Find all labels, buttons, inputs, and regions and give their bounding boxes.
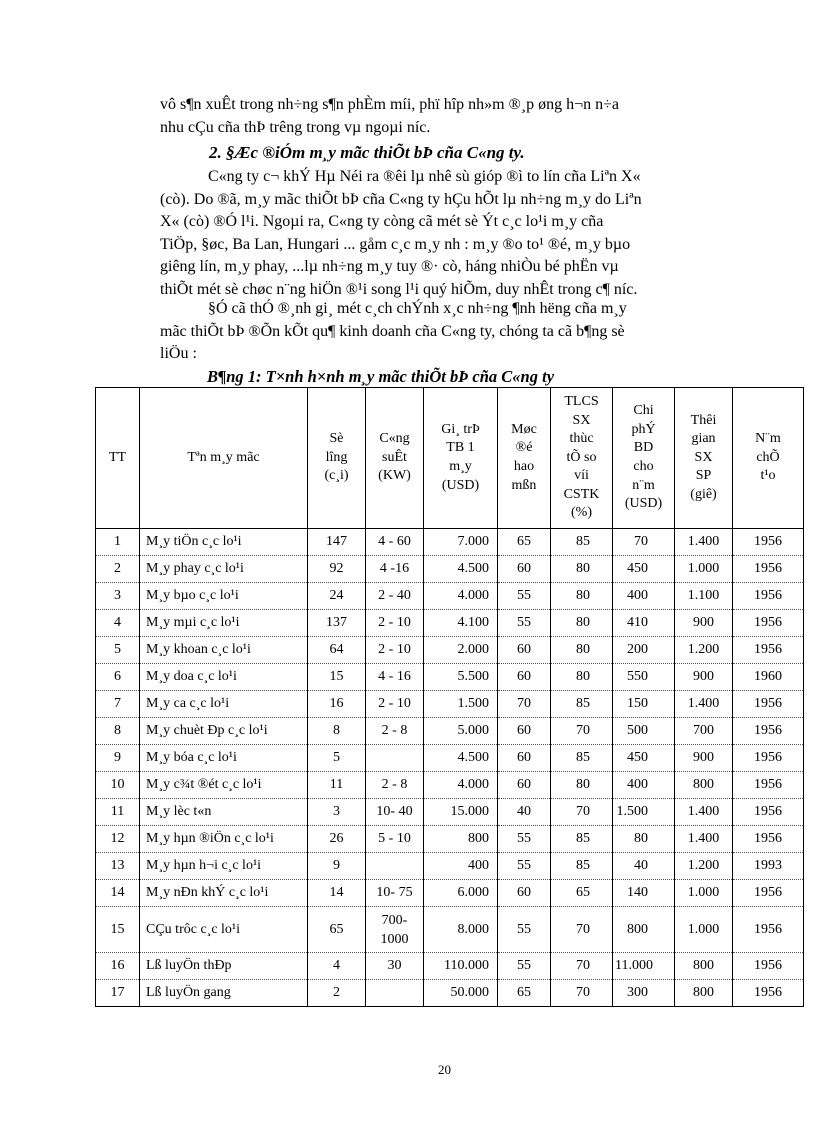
cell-wear: 60 (498, 772, 551, 799)
cell-qty: 11 (308, 772, 366, 799)
cell-year: 1956 (733, 880, 804, 907)
cell-wear: 55 (498, 610, 551, 637)
cell-qty: 147 (308, 529, 366, 556)
cell-power: 4 -16 (366, 556, 424, 583)
cell-tt: 9 (96, 745, 140, 772)
cell-ratio: 85 (551, 826, 613, 853)
cell-qty: 14 (308, 880, 366, 907)
cell-hours: 1.200 (675, 853, 733, 880)
paragraph-1 (160, 94, 752, 139)
cell-year: 1956 (733, 610, 804, 637)
cell-qty: 8 (308, 718, 366, 745)
cell-year: 1956 (733, 799, 804, 826)
column-header-line: Tªn m¸y mãc (187, 449, 260, 465)
cell-tt: 3 (96, 583, 140, 610)
cell-hours: 700 (675, 718, 733, 745)
cell-wear: 55 (498, 853, 551, 880)
cell-tt: 1 (96, 529, 140, 556)
column-header-line: CSTK (563, 486, 600, 502)
cell-ratio: 85 (551, 529, 613, 556)
table-row (96, 826, 804, 853)
cell-name: M¸y c¾t ®ét c¸c lo¹i (140, 772, 308, 799)
cell-wear: 60 (498, 880, 551, 907)
cell-tt: 16 (96, 953, 140, 980)
cell-ratio: 85 (551, 853, 613, 880)
cell-value: 110.000 (424, 953, 498, 980)
cell-value: 1.500 (424, 691, 498, 718)
cell-tt: 8 (96, 718, 140, 745)
cell-wear: 60 (498, 637, 551, 664)
column-header-line: C«ng (379, 431, 410, 447)
column-header-line: m¸y (449, 459, 472, 474)
cell-line: 700- (381, 912, 408, 928)
column-header-line: ®é (515, 440, 533, 456)
cell-qty: 26 (308, 826, 366, 853)
cell-value: 4.100 (424, 610, 498, 637)
cell-power: 2 - 8 (366, 772, 424, 799)
cell-ratio: 70 (551, 718, 613, 745)
table-row (96, 745, 804, 772)
cell-tt: 14 (96, 880, 140, 907)
cell-qty: 65 (308, 907, 366, 953)
cell-wear: 60 (498, 664, 551, 691)
column-header-line: TLCS (564, 393, 599, 409)
cell-hours: 1.400 (675, 529, 733, 556)
cell-hours: 1.200 (675, 637, 733, 664)
cell-tt: 12 (96, 826, 140, 853)
cell-year: 1956 (733, 691, 804, 718)
cell-name: M¸y bµo c¸c lo¹i (140, 583, 308, 610)
cell-line: 1000 (380, 931, 409, 947)
cell-hours: 900 (675, 745, 733, 772)
column-header-line: Sè (329, 431, 344, 447)
column-header-line: (KW) (378, 468, 411, 484)
table-row (96, 772, 804, 799)
cell-cost: 70 (613, 529, 675, 556)
cell-power: 30 (366, 953, 424, 980)
column-header (613, 388, 675, 529)
section-heading: 2. §Æc ®iÓm m¸y mãc thiÕt bÞ cña C«ng ty. (209, 143, 525, 162)
cell-hours: 1.000 (675, 907, 733, 953)
column-header-line: SX (572, 412, 591, 428)
cell-wear: 55 (498, 826, 551, 853)
cell-power (366, 980, 424, 1007)
cell-tt: 17 (96, 980, 140, 1007)
cell-name: M¸y mµi c¸c lo¹i (140, 610, 308, 637)
table-row (96, 953, 804, 980)
text-line: mãc thiÕt bÞ ®Õn kÕt qu¶ kinh doanh cña C«ng ty, chóng ta cã b¶ng sè (160, 322, 625, 340)
cell-hours: 800 (675, 980, 733, 1007)
cell-ratio: 80 (551, 556, 613, 583)
cell-wear: 40 (498, 799, 551, 826)
cell-power: 2 - 40 (366, 583, 424, 610)
column-header-line: TB 1 (446, 440, 475, 456)
table-row (96, 718, 804, 745)
column-header (551, 388, 613, 529)
cell-value: 15.000 (424, 799, 498, 826)
cell-wear: 65 (498, 529, 551, 556)
column-header-line: phÝ (631, 421, 656, 437)
table-header-row (96, 388, 804, 529)
cell-wear: 55 (498, 953, 551, 980)
paragraph-3 (160, 298, 752, 366)
column-header (675, 388, 733, 529)
cell-ratio: 80 (551, 772, 613, 799)
column-header-line: Møc (511, 421, 537, 437)
cell-year: 1956 (733, 772, 804, 799)
column-header-line: (USD) (624, 496, 663, 512)
column-header-line: BD (633, 440, 654, 456)
cell-power: 5 - 10 (366, 826, 424, 853)
cell-value: 4.500 (424, 745, 498, 772)
column-header-line: t¹o (760, 468, 776, 484)
cell-value: 400 (424, 853, 498, 880)
text-line: liÖu : (160, 345, 197, 362)
cell-cost: 800 (613, 907, 675, 953)
column-header-line: (giê) (690, 486, 717, 502)
cell-ratio: 85 (551, 745, 613, 772)
cell-ratio: 65 (551, 880, 613, 907)
cell-name: Lß luyÖn gang (140, 980, 308, 1007)
cell-power (366, 907, 424, 953)
cell-year: 1956 (733, 556, 804, 583)
column-header (140, 388, 308, 529)
cell-year: 1956 (733, 529, 804, 556)
cell-name: M¸y ca c¸c lo¹i (140, 691, 308, 718)
column-header-line: hao (513, 459, 535, 474)
cell-name: M¸y lèc t«n (140, 799, 308, 826)
column-header (498, 388, 551, 529)
table-caption: B¶ng 1: T×nh h×nh m¸y mãc thiÕt bÞ cña C«ng ty (207, 367, 555, 386)
cell-name: Lß luyÖn thÐp (140, 953, 308, 980)
table-row (96, 583, 804, 610)
cell-wear: 70 (498, 691, 551, 718)
cell-year: 1956 (733, 637, 804, 664)
paragraph-2 (160, 166, 752, 301)
cell-value: 800 (424, 826, 498, 853)
cell-name: M¸y chuèt Ðp c¸c lo¹i (140, 718, 308, 745)
cell-hours: 900 (675, 610, 733, 637)
equipment-table (95, 387, 804, 1007)
cell-power: 2 - 10 (366, 691, 424, 718)
cell-qty: 5 (308, 745, 366, 772)
column-header-line: Gi¸ trÞ (441, 421, 480, 437)
cell-qty: 4 (308, 953, 366, 980)
table-row (96, 853, 804, 880)
table-row (96, 637, 804, 664)
cell-ratio: 80 (551, 583, 613, 610)
cell-tt: 11 (96, 799, 140, 826)
text-line: nhu cÇu cña thÞ trêng trong vµ ngoµi níc. (160, 118, 431, 136)
cell-cost: 500 (613, 718, 675, 745)
column-header-line: thùc (569, 431, 594, 447)
column-header (308, 388, 366, 529)
table-row (96, 529, 804, 556)
cell-tt: 13 (96, 853, 140, 880)
cell-year: 1956 (733, 980, 804, 1007)
cell-hours: 1.400 (675, 799, 733, 826)
cell-value: 7.000 (424, 529, 498, 556)
cell-name: M¸y hµn ®iÖn c¸c lo¹i (140, 826, 308, 853)
column-header-line: tÕ so (566, 449, 597, 465)
cell-name: M¸y doa c¸c lo¹i (140, 664, 308, 691)
cell-qty: 64 (308, 637, 366, 664)
cell-value: 4.000 (424, 772, 498, 799)
column-header-line: TT (108, 449, 127, 465)
cell-qty: 3 (308, 799, 366, 826)
table-row (96, 799, 804, 826)
cell-cost: 11.000 (613, 953, 675, 980)
cell-ratio: 70 (551, 799, 613, 826)
cell-power: 2 - 10 (366, 637, 424, 664)
cell-hours: 1.100 (675, 583, 733, 610)
column-header-line: Chi (633, 403, 654, 419)
cell-power: 4 - 16 (366, 664, 424, 691)
cell-power: 10- 40 (366, 799, 424, 826)
column-header (366, 388, 424, 529)
cell-tt: 2 (96, 556, 140, 583)
cell-cost: 150 (613, 691, 675, 718)
cell-ratio: 70 (551, 980, 613, 1007)
cell-hours: 800 (675, 772, 733, 799)
cell-cost: 140 (613, 880, 675, 907)
cell-value: 8.000 (424, 907, 498, 953)
cell-value: 4.000 (424, 583, 498, 610)
column-header-line: n¨m (632, 477, 655, 493)
page-number: 20 (438, 1062, 451, 1077)
cell-cost: 40 (613, 853, 675, 880)
cell-power: 2 - 8 (366, 718, 424, 745)
table-row (96, 610, 804, 637)
cell-qty: 16 (308, 691, 366, 718)
column-header-line: lîng (325, 449, 348, 465)
cell-year: 1960 (733, 664, 804, 691)
table-row (96, 880, 804, 907)
cell-value: 5.000 (424, 718, 498, 745)
column-header-line: (%) (571, 505, 592, 521)
cell-qty: 2 (308, 980, 366, 1007)
column-header-line: SX (694, 449, 713, 465)
cell-tt: 4 (96, 610, 140, 637)
table-row (96, 907, 804, 953)
table-body (96, 529, 804, 1007)
column-header (424, 388, 498, 529)
column-header-line: (c¸i) (324, 468, 349, 484)
cell-power: 2 - 10 (366, 610, 424, 637)
cell-name: M¸y phay c¸c lo¹i (140, 556, 308, 583)
cell-ratio: 70 (551, 907, 613, 953)
cell-year: 1956 (733, 718, 804, 745)
cell-hours: 900 (675, 664, 733, 691)
cell-ratio: 80 (551, 610, 613, 637)
text-line: thiÕt mét sè chøc n¨ng hiÖn ®¹i song l¹i quý hiÕm, duy nhÊt trong c¶ níc. (160, 280, 638, 298)
cell-qty: 137 (308, 610, 366, 637)
cell-name: M¸y bóa c¸c lo¹i (140, 745, 308, 772)
cell-hours: 1.400 (675, 826, 733, 853)
column-header-line: (USD) (441, 477, 480, 493)
table-row (96, 691, 804, 718)
cell-year: 1956 (733, 953, 804, 980)
cell-ratio: 80 (551, 637, 613, 664)
table-row (96, 664, 804, 691)
text-line: (cò). Do ®ã, m¸y mãc thiÕt bÞ cña C«ng ty hÇu hÕt lµ nh÷ng m¸y do Liªn (160, 190, 642, 208)
cell-wear: 55 (498, 907, 551, 953)
column-header-line: Thêi (690, 412, 717, 428)
cell-tt: 5 (96, 637, 140, 664)
column-header (733, 388, 804, 529)
cell-power: 10- 75 (366, 880, 424, 907)
cell-name: M¸y nÐn khÝ c¸c lo¹i (140, 880, 308, 907)
cell-cost: 400 (613, 583, 675, 610)
cell-cost: 1.500 (613, 799, 675, 826)
cell-year: 1956 (733, 907, 804, 953)
cell-tt: 10 (96, 772, 140, 799)
cell-qty: 92 (308, 556, 366, 583)
cell-hours: 1.000 (675, 556, 733, 583)
cell-ratio: 70 (551, 953, 613, 980)
cell-cost: 450 (613, 556, 675, 583)
text-line: TiÖp, §øc, Ba Lan, Hungari ... gåm c¸c m¸y nh : m¸y ®o to¹ ®é, m¸y bµo (160, 235, 631, 253)
cell-tt: 7 (96, 691, 140, 718)
column-header-line: suÊt (382, 449, 407, 465)
cell-year: 1993 (733, 853, 804, 880)
cell-power: 4 - 60 (366, 529, 424, 556)
cell-cost: 80 (613, 826, 675, 853)
column-header-line: N¨m (755, 431, 781, 447)
cell-wear: 60 (498, 745, 551, 772)
column-header (96, 388, 140, 529)
column-header-line: cho (633, 459, 654, 474)
cell-hours: 1.000 (675, 880, 733, 907)
text-line: vô s¶n xuÊt trong nh÷ng s¶n phÈm míi, phï hîp nh»m ®¸p øng h¬n n÷a (160, 96, 620, 113)
text-line: C«ng ty c¬ khÝ Hµ Néi ra ®êi lµ nhê sù gióp ®ì to lín cña Liªn X« (208, 168, 641, 185)
cell-power (366, 853, 424, 880)
cell-year: 1956 (733, 826, 804, 853)
cell-value: 2.000 (424, 637, 498, 664)
cell-cost: 450 (613, 745, 675, 772)
cell-wear: 60 (498, 718, 551, 745)
table-row (96, 556, 804, 583)
cell-qty: 24 (308, 583, 366, 610)
column-header-line: gian (691, 431, 716, 447)
cell-year: 1956 (733, 583, 804, 610)
table-row (96, 980, 804, 1007)
cell-tt: 15 (96, 907, 140, 953)
cell-wear: 55 (498, 583, 551, 610)
cell-hours: 1.400 (675, 691, 733, 718)
cell-year: 1956 (733, 745, 804, 772)
cell-power (366, 745, 424, 772)
cell-hours: 800 (675, 953, 733, 980)
cell-value: 50.000 (424, 980, 498, 1007)
cell-qty: 15 (308, 664, 366, 691)
cell-ratio: 85 (551, 691, 613, 718)
cell-value: 4.500 (424, 556, 498, 583)
cell-value: 5.500 (424, 664, 498, 691)
cell-name: M¸y tiÖn c¸c lo¹i (140, 529, 308, 556)
cell-wear: 65 (498, 980, 551, 1007)
cell-value: 6.000 (424, 880, 498, 907)
column-header-line: SP (695, 468, 712, 484)
cell-wear: 60 (498, 556, 551, 583)
cell-ratio: 80 (551, 664, 613, 691)
cell-tt: 6 (96, 664, 140, 691)
cell-cost: 300 (613, 980, 675, 1007)
cell-qty: 9 (308, 853, 366, 880)
text-line: §Ó cã thÓ ®¸nh gi¸ mét c¸ch chÝnh x¸c nh÷ng ¶nh hëng cña m¸y (208, 300, 627, 317)
cell-cost: 550 (613, 664, 675, 691)
cell-name: M¸y hµn h¬i c¸c lo¹i (140, 853, 308, 880)
cell-name: M¸y khoan c¸c lo¹i (140, 637, 308, 664)
cell-cost: 410 (613, 610, 675, 637)
text-line: X« (cò) ®Ó l¹i. Ngoµi ra, C«ng ty còng cã mét sè Ýt c¸c lo¹i m¸y cña (160, 213, 604, 230)
column-header-line: chÕ (756, 449, 780, 465)
cell-cost: 200 (613, 637, 675, 664)
cell-cost: 400 (613, 772, 675, 799)
column-header-line: víi (574, 468, 589, 484)
column-header-line: mßn (511, 477, 537, 493)
text-line: giêng lín, m¸y phay, ...lµ nh÷ng m¸y tuy ®· cò, háng nhiÒu bé phËn vµ (160, 258, 619, 275)
cell-name: CÇu trôc c¸c lo¹i (140, 907, 308, 953)
